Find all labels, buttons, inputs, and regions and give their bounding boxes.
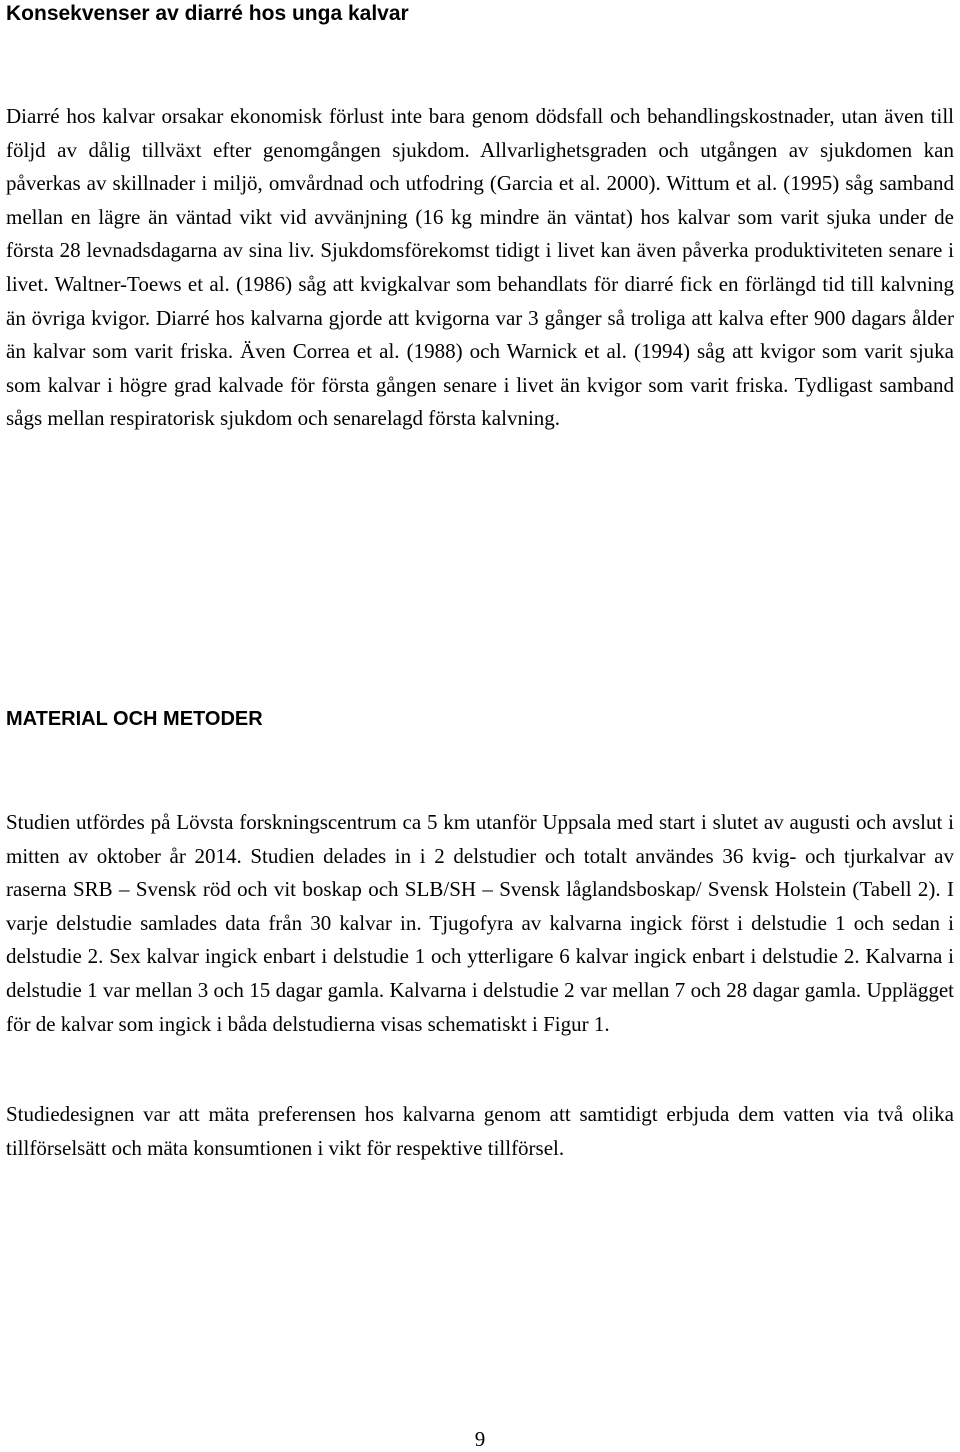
section-title-material-methods xyxy=(6,706,263,732)
page-number: 9 xyxy=(474,1427,486,1451)
paragraph-study-design: Studiedesignen var att mäta preferensen hos kalvarna genom att samtidigt erbjuda dem vatten via två olika tillförselsätt och mäta konsumtionen i vikt för respektive tillförsel. xyxy=(6,1102,954,1160)
paragraph-diarrhea-consequences: Diarré hos kalvar orsakar ekonomisk förlust inte bara genom dödsfall och behandlingskostnader, utan även till följd av dålig tillväxt efter genomgången sjukdom. Allvarlighetsgraden och utgången av sjukdomen kan påverkas av skillnader i miljö, omvårdnad och utfodring (Garcia et al. 2000). Wittum et al. (1995) såg samband mellan en lägre än väntad vikt vid avvänjning (16 kg mindre än väntat) hos kalvar som varit sjuka under de första 28 levnadsdagarna av sina liv. Sjukdomsförekomst tidigt i livet kan även påverka produktiviteten senare i livet. Waltner-Toews et al. (1986) såg att kvigkalvar som behandlats för diarré fick en förlängd tid till kalvning än övriga kvigor. Diarré hos kalvarna gjorde att kvigorna var 3 gånger så troliga att kalva efter 900 dagars ålder än kalvar som varit friska. Även Correa et al. (1988) och Warnick et al. (1994) såg att kvigor som varit sjuka som kalvar i högre grad kalvade för första gången senare i livet än kvigor som varit friska. Tydligast samband sågs mellan respiratorisk sjukdom och senarelagd första kalvning. xyxy=(6,104,954,431)
section-title-consequences: Konsekvenser av diarré hos unga kalvar xyxy=(6,2,409,25)
section-title-text: MATERIAL OCH METODER xyxy=(6,708,263,730)
paragraph-study-setup: Studien utfördes på Lövsta forskningscentrum ca 5 km utanför Uppsala med start i slutet av augusti och avslut i mitten av oktober år 2014. Studien delades in i 2 delstudier och totalt användes 36 kvig- och tjurkalvar av raserna SRB – Svensk röd och vit boskap och SLB/SH – Svensk låglandsboskap/ Svensk Holstein (Tabell 2). I varje delstudie samlades data från 30 kalvar in. Tjugofyra av kalvarna ingick först i delstudie 1 och sedan i delstudie 2. Sex kalvar ingick enbart i delstudie 1 och ytterligare 6 kalvar ingick enbart i delstudie 2. Kalvarna i delstudie 1 var mellan 3 och 15 dagar gamla. Kalvarna i delstudie 2 var mellan 7 och 28 dagar gamla. Upplägget för de kalvar som ingick i båda delstudierna visas schematiskt i Figur 1. xyxy=(6,810,954,1036)
